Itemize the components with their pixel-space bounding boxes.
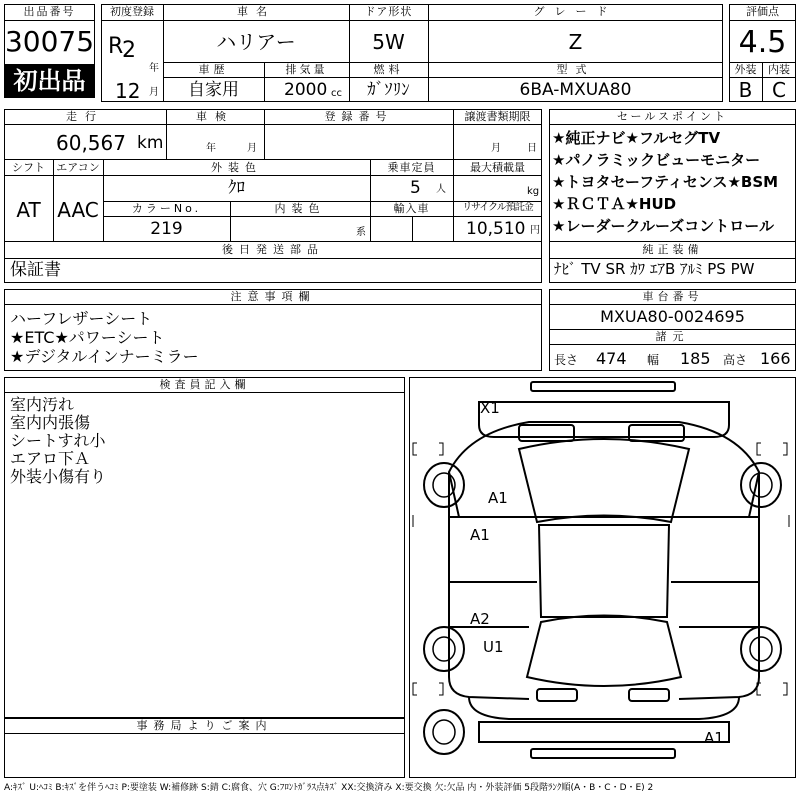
ac: AAC [57,198,99,222]
capacity-unit: 人 [436,184,446,195]
color-label: 外装色 [211,161,262,174]
note-2: ★ETC★パワーシート [10,328,165,347]
mileage-unit: km [137,133,164,153]
car-damage-diagram [409,377,796,778]
ac-label: エアコン [56,161,100,174]
model-code: 6BA-MXUA80 [519,80,632,100]
history-label: 車歴 [198,63,229,76]
inspection-year-unit: 年 [206,143,216,154]
damage-mark-a1-rear: A1 [704,729,724,747]
inspector-note-5: 外装小傷有り [10,467,107,486]
chassis-number: MXUA80-0024695 [600,307,745,326]
exterior-color: ｸﾛ [228,178,245,198]
door-label: ドア形状 [364,5,413,18]
fuel-label: 燃料 [373,63,404,76]
displacement-label: 排気量 [285,63,328,76]
spec-label: 諸元 [655,330,690,343]
damage-mark-a1-hood: A1 [488,489,508,507]
inspector-note-4: エアロ下Ａ [10,449,91,468]
first-reg-label: 初度登録 [110,5,154,18]
length-label: 長さ [554,353,579,367]
load-label: 最大積載量 [470,161,525,174]
car-name: ハリアー [216,30,296,54]
reg-year: 2 [122,38,136,63]
sales-point-3: ★トヨタセーフティセンス★BSM [552,173,779,191]
damage-mark-u1: U1 [483,638,504,656]
color-no-label: カラーNo. [131,202,202,215]
chassis-label: 車台番号 [642,290,703,303]
damage-mark-x1: X1 [480,399,500,417]
damage-mark-a1-left: A1 [470,526,490,544]
sales-point-4: ★ＲＣＴＡ★HUD [552,195,677,213]
score-label: 評価点 [746,5,779,18]
recycle-fee: 10,510 [466,219,526,239]
sales-point-2: ★パノラミックビューモニター [552,151,761,169]
shift-label: シフト [12,161,45,174]
damage-mark-a2: A2 [470,610,490,628]
first-listing-badge: 初出品 [5,65,94,97]
length: 474 [596,349,627,368]
reg-number-label: 登録番号 [324,110,393,123]
displacement: 2000 [284,80,328,100]
history: 自家用 [188,80,239,100]
notes-label: 注意事項欄 [230,290,316,303]
lot-label: 出品番号 [23,5,76,18]
inspector-note-1: 室内汚れ [10,395,75,414]
capacity-label: 乗車定員 [387,161,436,174]
width: 185 [680,349,711,368]
mileage-label: 走行 [66,110,104,123]
height: 166 [760,349,791,368]
delivery-parts: 保証書 [10,260,61,280]
transfer-deadline-label: 譲渡書類期限 [464,110,531,123]
interior-grade: C [772,78,786,102]
inspector-note-2: 室内内張傷 [10,413,91,432]
month-unit: 月 [149,87,159,98]
car-name-label: 車名 [237,5,275,18]
score: 4.5 [738,25,787,60]
recycle-unit: 円 [530,225,540,236]
exterior-grade-label: 外装 [734,63,757,76]
transfer-month-unit: 月 [491,143,501,154]
note-1: ハーフレザーシート [10,309,153,328]
sales-points-label: セールスポイント [616,110,728,123]
width-label: 幅 [647,353,660,367]
inspector-note-3: シートすれ小 [10,431,106,450]
color-no: 219 [150,219,183,239]
inspection-month-unit: 月 [247,143,257,154]
shift: AT [16,198,41,222]
lot-number: 30075 [4,25,95,58]
inspector-label: 検査員記入欄 [159,378,250,391]
capacity: 5 [410,178,421,198]
mileage: 60,567 [56,131,126,155]
note-3: ★デジタルインナーミラー [10,347,199,366]
load-unit: kg [527,186,540,197]
displacement-unit: cc [331,88,342,99]
transfer-day-unit: 日 [527,143,537,154]
inspection-label: 車検 [196,110,234,123]
door-type: 5W [372,30,405,54]
interior-color-unit: 系 [356,227,366,238]
recycle-label: リサイクル預託金 [462,202,533,213]
interior-color-label: 内装色 [274,202,326,215]
grade: Z [568,30,583,54]
exterior-grade: B [738,78,753,102]
interior-grade-label: 内装 [768,63,790,76]
import-label: 輸入車 [393,202,430,215]
sales-point-5: ★レーダークルーズコントロール [552,217,774,235]
reg-month: 12 [115,79,141,103]
fuel: ｶﾞｿﾘﾝ [367,80,410,100]
grade-label: グレード [533,5,618,18]
delivery-parts-label: 後日発送部品 [222,243,324,256]
legend: A:ｷｽﾞ U:ﾍｺﾐ B:ｷｽﾞを伴うﾍｺﾐ P:要塗装 W:補修跡 S:錆 C:腐食、穴 G:ﾌﾛﾝﾄｶﾞﾗｽ点ｷｽﾞ XX:交換済み X:要交換 欠:欠品 内・外装評価 5段階ﾗﾝｸ順(A・B・C・D・E) 2 [4,783,654,793]
height-label: 高さ [723,353,748,367]
equipment-items: ﾅﾋﾞ TV SR ｶﾜ ｴｱB ｱﾙﾐ PS PW [554,260,755,278]
equipment-label: 純正装備 [642,243,703,256]
era: R [108,34,124,59]
sales-point-1: ★純正ナビ★フルセグTV [552,129,721,147]
office-label: 事務局よりご案内 [136,719,273,732]
model-label: 型式 [556,63,595,76]
year-unit: 年 [149,63,159,74]
